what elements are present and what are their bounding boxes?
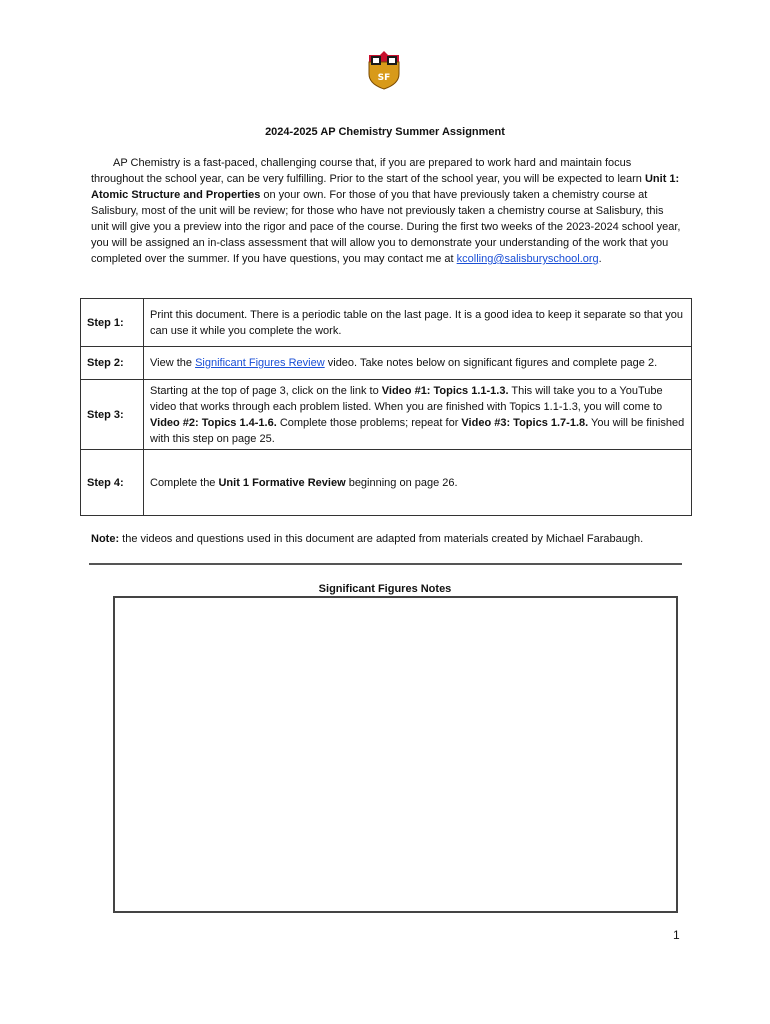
- page-number: 1: [673, 928, 680, 942]
- intro-text-2: on your own. For those of you that have previously taken a chemistry course at Salisbury, most of the unit will be review; for those who have not previously taken a chemistry course at Salisbury, this unit will give you a preview into the rigor and pace of the course. During the first two weeks of the 2023-2024 school year, you will be assigned an in-class assessment that will allow you to demonstrate your understanding of the work that you completed over the summer. If you have questions, you may contact me at: [91, 189, 681, 265]
- step-2-text: View the Significant Figures Review video. Take notes below on significant figures and complete page 2.: [144, 347, 692, 380]
- step-1-label: Step 1:: [81, 299, 144, 347]
- step-1-text: Print this document. There is a periodic table on the last page. It is a good idea to keep it separate so that you can use it while you complete the work.: [144, 299, 692, 347]
- step-3-text: Starting at the top of page 3, click on the link to Video #1: Topics 1.1-1.3. This will take you to a YouTube video that works through each problem listed. When you are finished with Topics 1.1-1.3, you will come to Video #2: Topics 1.4-1.6. Complete those problems; repeat for Video #3: Topics 1.7-1.8. You will be finished with this step on page 25.: [144, 380, 692, 450]
- step-4-text: Complete the Unit 1 Formative Review beginning on page 26.: [144, 450, 692, 516]
- video-3-link-text[interactable]: Video #3: Topics 1.7-1.8.: [461, 416, 589, 429]
- intro-text-3: .: [598, 253, 602, 265]
- note-text: [91, 533, 691, 545]
- note-label: Note:: [91, 533, 120, 545]
- step-row-2: [81, 347, 692, 380]
- step-row-4: [81, 450, 692, 516]
- step-3-label: Step 3:: [81, 380, 144, 450]
- step-2-label: Step 2:: [81, 347, 144, 380]
- intro-unit-bold: Unit 1: Atomic Structure and Properties: [91, 173, 680, 201]
- step-row-1: [81, 299, 692, 347]
- page-title: 2024-2025 AP Chemistry Summer Assignment: [265, 126, 505, 138]
- section-divider: [89, 563, 682, 565]
- contact-email-link[interactable]: kcolling@salisburyschool.org: [456, 253, 599, 265]
- intro-paragraph: [91, 155, 681, 267]
- intro-text-1: AP Chemistry is a fast-paced, challenging course that, if you are prepared to work hard and maintain focus throughout the school year, can be very fulfilling. Prior to the start of the school year, you will be expected to learn: [91, 157, 645, 185]
- crest-monogram: SF: [377, 73, 391, 83]
- step-row-3: [81, 380, 692, 450]
- steps-table: [80, 298, 692, 516]
- school-crest-logo: [366, 50, 402, 90]
- notes-section-title: Significant Figures Notes: [318, 583, 452, 595]
- video-2-link-text[interactable]: Video #2: Topics 1.4-1.6.: [150, 416, 277, 429]
- significant-figures-review-link[interactable]: Significant Figures Review: [195, 357, 325, 369]
- notes-box[interactable]: [113, 596, 678, 913]
- note-body: the videos and questions used in this document are adapted from materials created by Michael Farabaugh.: [119, 533, 644, 545]
- step-4-label: Step 4:: [81, 450, 144, 516]
- video-1-link-text[interactable]: Video #1: Topics 1.1-1.3.: [381, 384, 509, 397]
